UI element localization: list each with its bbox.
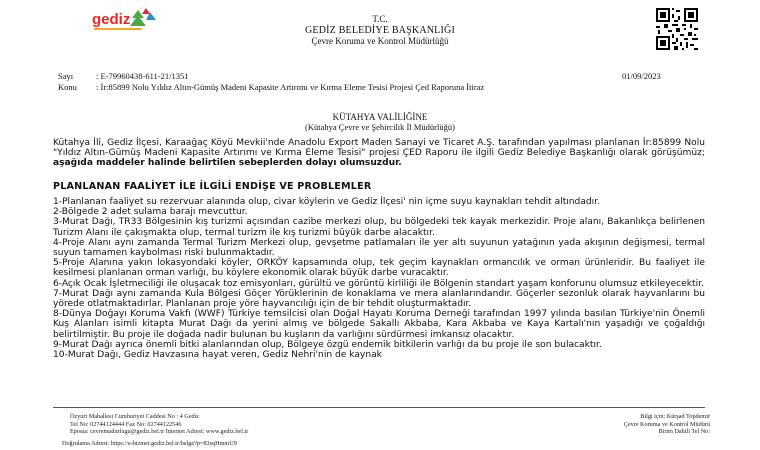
sayi-value: : E-79960438-611-21/1351 xyxy=(96,71,189,81)
list-item: 8-Dünya Doğayı Koruma Vakfı (WWF) Türkiye temsilcisi olan Doğal Hayatı Koruma Derneği tarafından 1997 yılında basılan Türkiye'nin Önemli Kuş Alanları isimli kitapta Murat Dağı da yerini almış ve bölgede Sakallı Akbaba, Kara Akbaba ve Kaya Kartalı'nın yaşadığı ve çoğaldığı belirtilmiştir. Bu proje ile doğada nadir bulunan bu kuşların da varlığını sürdürmesi imkansız olacaktır. xyxy=(53,309,705,340)
konu-value: : İr:85899 Nolu Yıldız Altın-Gümüş Madeni Kapasite Artırımı ve Kırma Eleme Tesisi Projesi Çed Raporuna İtiraz xyxy=(96,82,485,92)
logo-text: gediz xyxy=(92,11,131,28)
section-heading: PLANLANAN FAALİYET İLE İLGİLİ ENDİŞE VE PROBLEMLER xyxy=(53,181,372,192)
list-item: 9-Murat Dağı ayrıca önemli bitki alanlarından olup, Bölgeye özgü endemik bitkilerin varlığı da bu proje ile son bulacaktır. xyxy=(53,339,602,350)
document-date: 01/09/2023 xyxy=(622,71,661,81)
list-item: 5-Proje Alanına yakın lokasyondaki köyler, ORKÖY kapsamında olup, tek geçim kaynakları ormancılık ve orman ürünleridir. Bu faaliyet ile kesilmesi planlanan orman varlığı, bu köylere ekonomik olarak büyük darbe vuracaktır. xyxy=(53,258,705,279)
footer-contact xyxy=(560,413,710,436)
footer-contact-person: Bilgi için: Kürşad Topdemir xyxy=(640,413,710,420)
organization-name: GEDİZ BELEDİYE BAŞKANLIĞI xyxy=(305,25,455,36)
department-name: Çevre Koruma ve Kontrol Müdürlüğü xyxy=(311,36,449,46)
footer-address xyxy=(70,413,248,436)
footer-phone-line: Tel No: 02744124444 Fax No: 02744122546 xyxy=(70,420,182,428)
intro-bold-text: aşağıda maddeler halinde belirtilen sebeplerden dolayı olumsuzdur. xyxy=(53,158,402,169)
konu-label: Konu xyxy=(58,82,77,92)
footer-extension: Birim Dahili Tel No: xyxy=(658,428,710,436)
republic-label: T.C. xyxy=(372,14,388,24)
verification-address[interactable]: Doğrulama Adresi: https://e-hizmet.gediz.bel.tr/belge?p=83sqHmmU9 xyxy=(62,440,237,447)
intro-paragraph xyxy=(53,138,705,169)
reference-number xyxy=(58,71,188,81)
list-item: 10-Murat Dağı, Gediz Havzasına hayat veren, Gediz Nehri'nin de kaynak xyxy=(53,350,382,361)
footer-address-line: Özyurt Mahallesi Cumhuriyet Caddesi No : 4 Gediz xyxy=(70,413,200,420)
list-item: 2-Bölgede 2 adet sulama barajı mevcuttur. xyxy=(53,207,248,218)
footer-divider xyxy=(53,407,705,408)
list-item: 4-Proje Alanı aynı zamanda Termal Turizm Merkezi olup, gevşetme patlamaları ile yer altı suyunun yatağının yada akışının değişmesi, termal suyun tamamen kaybolması riski bulunmaktadır. xyxy=(53,237,705,259)
footer-email-line: Eposta: cevremudurlugu@gediz.bel.tr İnternet Adresi: www.gediz.bel.tr xyxy=(70,428,249,436)
list-item: 7-Murat Dağı aynı zamanda Kula Bölgesi Göçer Yörüklerinin de konaklama ve mera alanlarındandır. Göçerler sezonluk olarak hayvanlarını bu yörede otlatmaktadırlar. Planlanan proje yöre hayvancılığı için de bir tehdit oluşturmaktadır. xyxy=(53,288,705,310)
addressee-title: KÜTAHYA VALİLİĞİNE xyxy=(332,112,428,122)
sayi-label: Sayı xyxy=(58,71,74,81)
subject-line xyxy=(58,82,528,92)
footer-contact-role: Çevre Koruma ve Kontrol Müdürü xyxy=(623,420,710,428)
list-item: 6-Açık Ocak İşletmeciliği ile oluşacak toz emisyonları, gürültü ve görüntü kirliliği ile Bölgenin standart yaşam konforunu olumsuz etkileyecektir. xyxy=(53,278,704,289)
intro-text: Kütahya İli, Gediz İlçesi, Karaağaç Köyü Mevkii'nde Anadolu Export Maden Sanayi ve Ticaret A.Ş. tarafından yapılması planlanan İr:85899 Nolu "Yıldız Altın-Gümüş Madeni Kapasite Artırımı ve Kırma Eleme Tesisi" projesi ÇED Raporu ile ilgili Gediz Belediye Başkanlığı olarak görüşümüz; xyxy=(53,138,705,159)
list-item: 3-Murat Dağı, TR33 Bölgesinin kış turizmi açısından cazibe merkezi olup, bu bölgedeki tek kayak merkezidir. Proje alanı, Bakanlıkça belirlenen Turizm Alanı ile çakışmakta olup, termal turizm ile kış turizmi büyük darbe alacaktır. xyxy=(53,217,705,238)
problem-list xyxy=(53,197,705,360)
list-item: 1-Planlanan faaliyet su rezervuar alanında olup, civar köylerin ve Gediz İlçesi' nin içme suyu kaynakları tehdit altındadır. xyxy=(53,197,600,207)
addressee-subtitle: (Kütahya Çevre ve Şehircilik İl Müdürlüğü) xyxy=(305,122,455,132)
qr-code-icon xyxy=(656,8,698,50)
